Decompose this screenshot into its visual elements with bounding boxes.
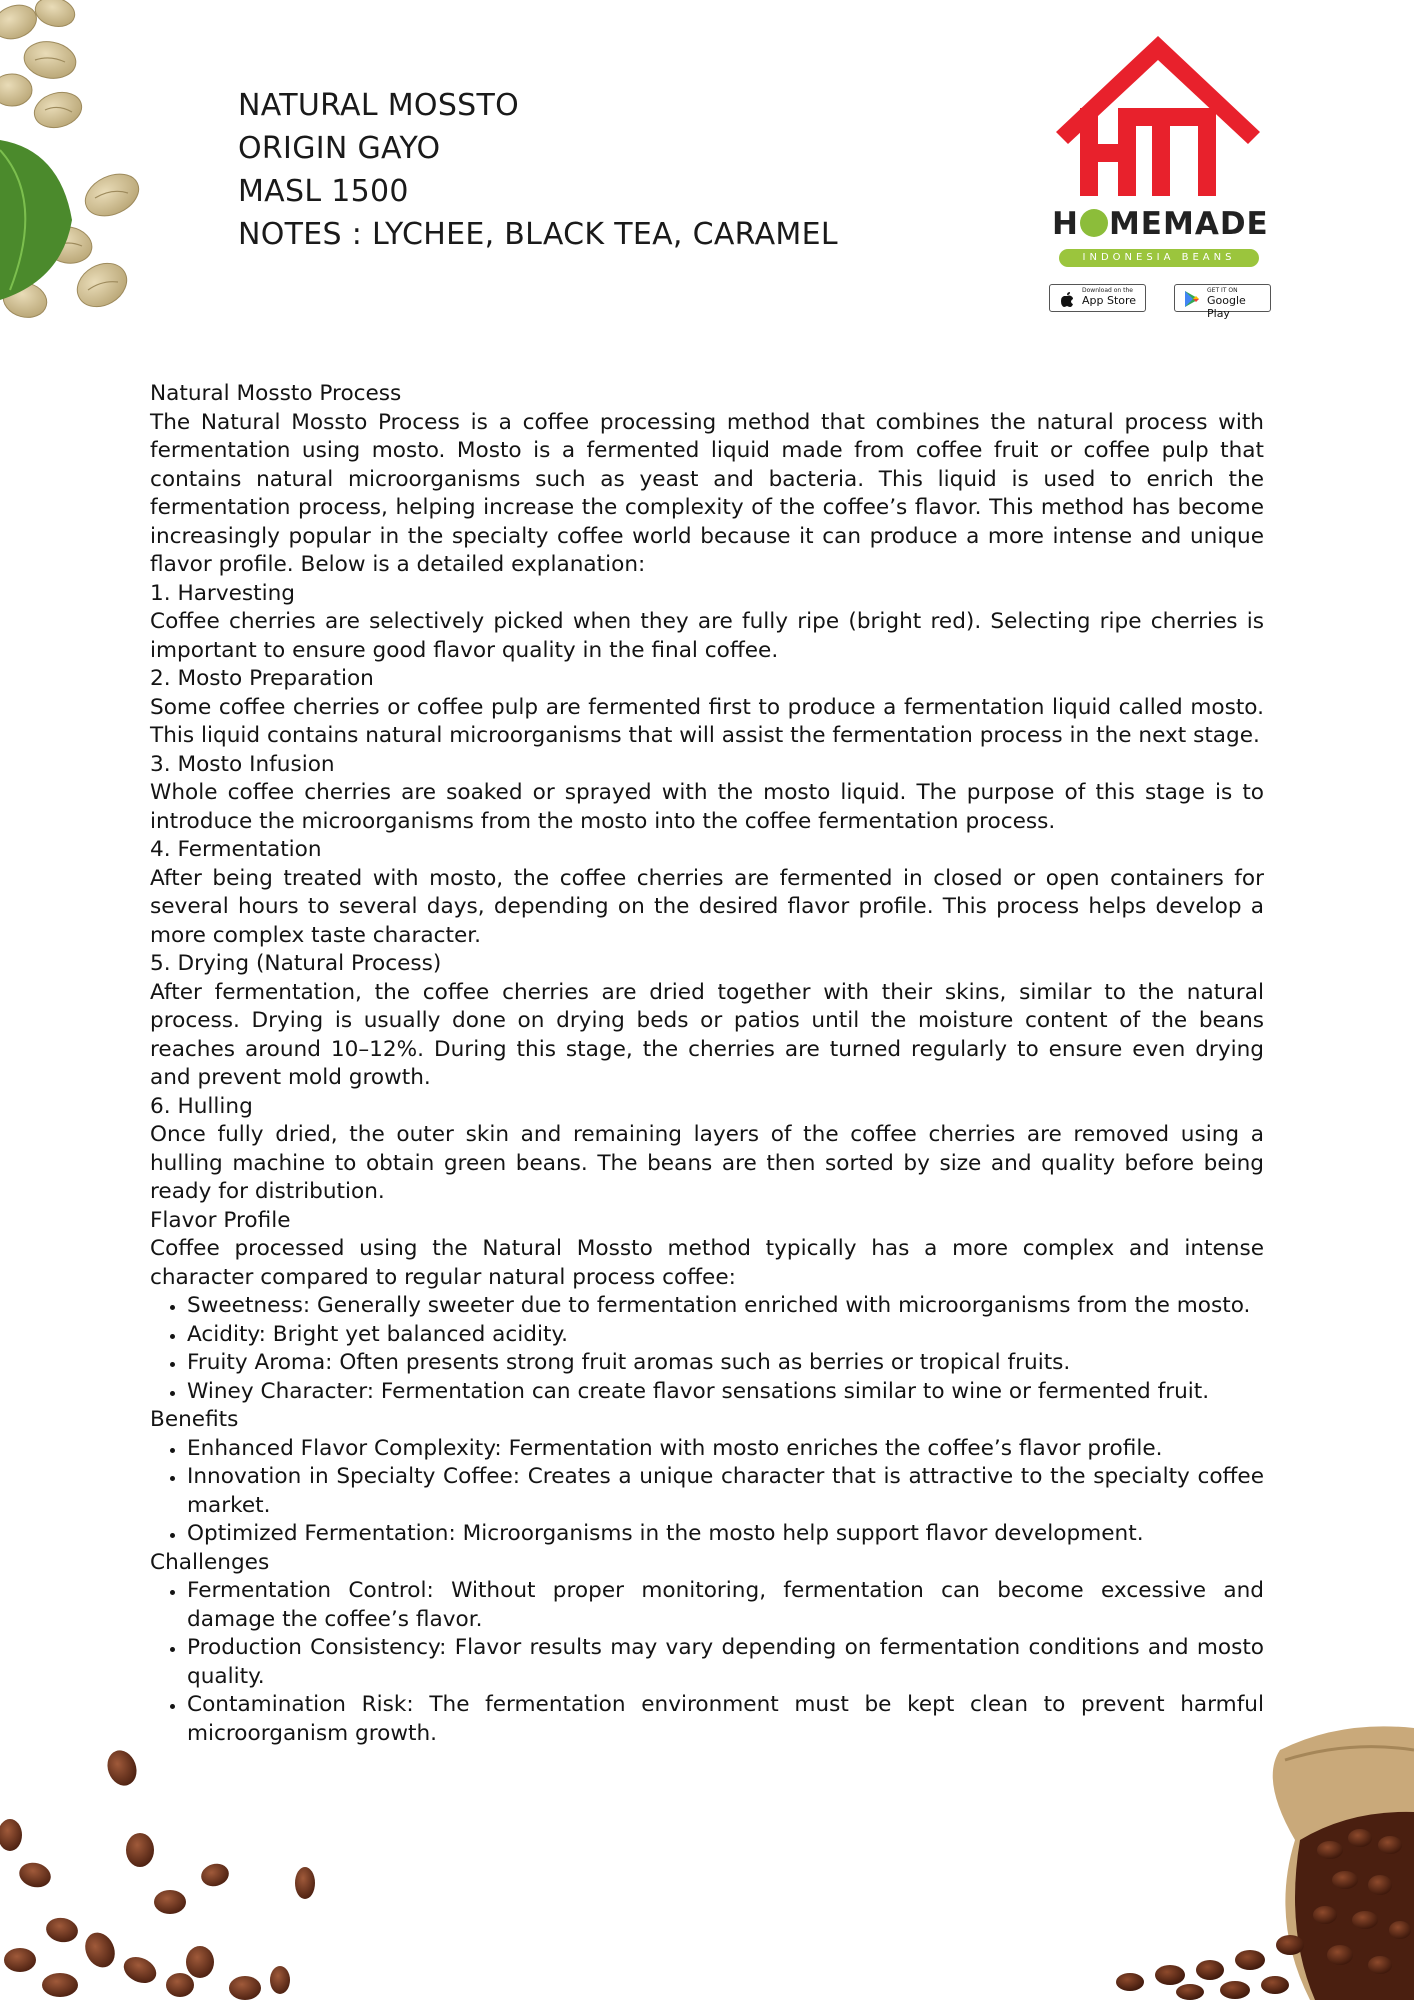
list-item: • Innovation in Specialty Coffee: Creates a unique character that is attractive to the specialty coffee market. xyxy=(187,1463,1264,1520)
list-item: • Production Consistency: Flavor results may vary depending on fermentation conditions and mosto quality. xyxy=(187,1634,1264,1691)
list-item: • Enhanced Flavor Complexity: Fermentation with mosto enriches the coffee’s flavor profile. xyxy=(187,1435,1264,1464)
product-name: NATURAL MOSSTO xyxy=(238,88,520,123)
flavor-profile-intro: Coffee processed using the Natural Mossto method typically has a more complex and intense character compared to regular natural process coffee: xyxy=(150,1236,1264,1290)
step-text: Once fully dried, the outer skin and remaining layers of the coffee cherries are removed using a hulling machine to obtain green beans. The beans are then sorted by size and quality before being ready for distribution. xyxy=(150,1122,1264,1204)
article-body xyxy=(150,380,1264,1748)
google-play-badge[interactable] xyxy=(1174,284,1271,320)
brand-name-h: H xyxy=(1052,206,1079,242)
challenges-heading: Challenges xyxy=(150,1549,270,1575)
step-text: Some coffee cherries or coffee pulp are fermented first to produce a fermentation liquid called mosto. This liquid contains natural microorganisms that will assist the fermentation process in the next stage. xyxy=(150,694,1264,748)
article-intro: The Natural Mossto Process is a coffee processing method that combines the natural process with fermentation using mosto. Mosto is a fermented liquid made from coffee fruit or coffee pulp that contains natural microorganisms such as yeast and bacteria. This liquid is used to enrich the fermentation process, helping increase the complexity of the coffee’s flavor. This method has become increasingly popular in the specialty coffee world because it can produce a more intense and unique flavor profile. Below is a detailed explanation: xyxy=(150,409,1264,577)
list-item: • Fermentation Control: Without proper monitoring, fermentation can become excessive and damage the coffee’s flavor. xyxy=(187,1577,1264,1634)
step-text: Whole coffee cherries are soaked or sprayed with the mosto liquid. The purpose of this stage is to introduce the microorganisms from the mosto into the coffee fermentation process. xyxy=(150,780,1264,834)
benefits-list xyxy=(150,1435,1264,1549)
google-play-icon xyxy=(1182,289,1202,309)
google-play-big-text: Google Play xyxy=(1207,294,1246,320)
coffee-bean-icon xyxy=(1080,209,1108,237)
product-header xyxy=(238,84,838,256)
apple-icon xyxy=(1057,289,1077,309)
roasted-coffee-beans-illustration xyxy=(0,1740,330,2000)
homemade-house-logo-icon xyxy=(1040,36,1280,206)
list-item: • Fruity Aroma: Often presents strong fruit aromas such as berries or tropical fruits. xyxy=(187,1349,1264,1378)
app-store-big-text: App Store xyxy=(1082,294,1137,307)
green-coffee-beans-illustration xyxy=(0,0,175,340)
flavor-profile-list xyxy=(150,1292,1264,1406)
list-item: • Winey Character: Fermentation can create flavor sensations similar to wine or fermented fruit. xyxy=(187,1378,1264,1407)
list-item: • Optimized Fermentation: Microorganisms in the mosto help support flavor development. xyxy=(187,1520,1264,1549)
list-item: • Acidity: Bright yet balanced acidity. xyxy=(187,1321,1264,1350)
step-title: 5. Drying (Natural Process) xyxy=(150,951,442,976)
brand-name xyxy=(1052,206,1269,242)
list-item: • Contamination Risk: The fermentation environment must be kept clean to prevent harmful microorganism growth. xyxy=(187,1691,1264,1748)
step-text: Coffee cherries are selectively picked when they are fully ripe (bright red). Selecting ripe cherries is important to ensure good flavor quality in the final coffee. xyxy=(150,609,1264,663)
google-play-small-text: GET IT ON xyxy=(1207,287,1238,294)
coffee-sack-illustration xyxy=(1110,1720,1414,2000)
article-title: Natural Mossto Process xyxy=(150,381,402,406)
challenges-list xyxy=(150,1577,1264,1748)
step-title: 3. Mosto Infusion xyxy=(150,751,335,777)
benefits-heading: Benefits xyxy=(150,1407,239,1432)
step-title: 6. Hulling xyxy=(150,1093,253,1119)
product-notes: NOTES : LYCHEE, BLACK TEA, CARAMEL xyxy=(238,217,838,252)
flavor-profile-heading: Flavor Profile xyxy=(150,1207,291,1233)
brand-tagline: INDONESIA BEANS xyxy=(1059,249,1259,267)
product-altitude: MASL 1500 xyxy=(238,174,409,209)
step-title: 2. Mosto Preparation xyxy=(150,666,374,691)
brand-name-rest: MEMADE xyxy=(1108,206,1269,242)
step-text: After being treated with mosto, the coffee cherries are fermented in closed or open containers for several hours to several days, depending on the desired flavor profile. This process helps develop a more complex taste character. xyxy=(150,865,1264,948)
app-store-badge[interactable] xyxy=(1049,284,1146,312)
step-text: After fermentation, the coffee cherries are dried together with their skins, similar to the natural process. Drying is usually done on drying beds or patios until the moisture content of the beans reaches around 10–12%. During this stage, the cherries are turned regularly to ensure even drying and prevent mold growth. xyxy=(150,979,1264,1090)
step-title: 1. Harvesting xyxy=(150,580,295,606)
app-store-small-text: Download on the xyxy=(1082,287,1133,294)
product-origin: ORIGIN GAYO xyxy=(238,131,441,166)
list-item: • Sweetness: Generally sweeter due to fermentation enriched with microorganisms from the mosto. xyxy=(187,1292,1264,1321)
step-title: 4. Fermentation xyxy=(150,837,322,862)
